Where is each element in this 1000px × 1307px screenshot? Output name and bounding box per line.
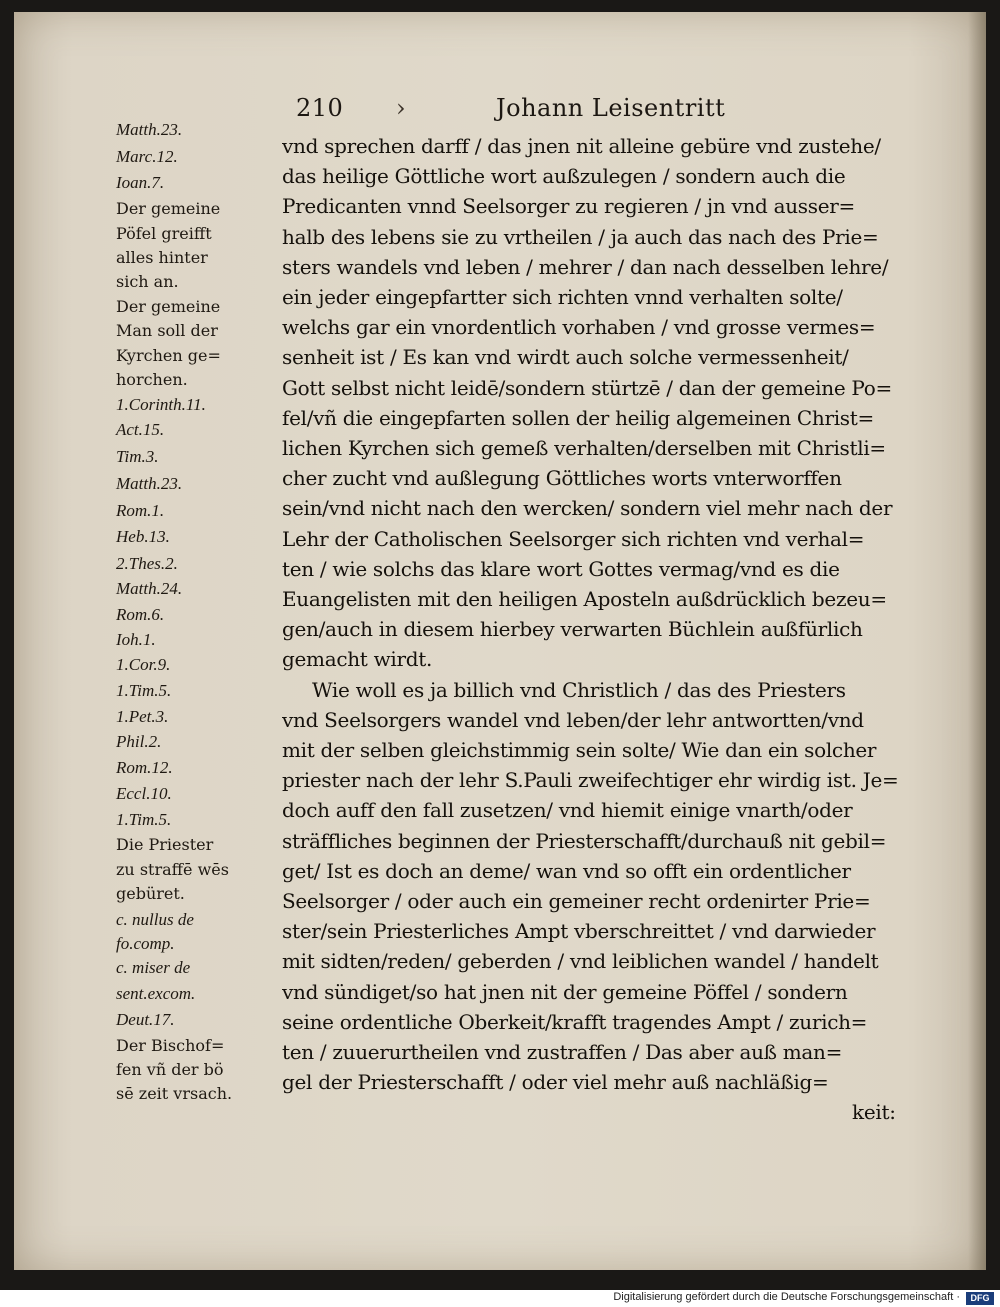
funding-notice: Digitalisierung gefördert durch die Deutsche Forschungsgemeinschaft · (613, 1291, 960, 1303)
text-line: ten / zuuerurtheilen vnd zustraffen / Das aber auß man= (282, 1040, 843, 1064)
margin-note: Eccl.10. (116, 784, 172, 803)
text-line: gemacht wirdt. (282, 647, 433, 672)
margin-note: Ioh.1. (116, 630, 156, 649)
margin-note: 1.Pet.3. (116, 707, 169, 726)
margin-note: 1.Tim.5. (116, 681, 172, 700)
text-line: fel/vñ die eingepfarten sollen der heilig algemeinen Christ= (282, 405, 874, 430)
text-line: senheit ist / Es kan vnd wirdt auch solche vermessenheit/ (282, 345, 849, 370)
margin-note: Der gemeine (116, 199, 221, 218)
margin-note: alles hinter (116, 248, 208, 267)
text-line: priester nach der lehr S.Pauli zweifechtiger ehr wirdig ist. Je= (282, 768, 899, 793)
text-line: Lehr der Catholischen Seelsorger sich richten vnd verhal= (282, 526, 865, 551)
margin-note: Matth.23. (116, 474, 183, 493)
text-line: Predicanten vnnd Seelsorger zu regieren / jn vnd ausser= (282, 194, 855, 219)
text-line: Seelsorger / oder auch ein gemeiner recht ordenirter Prie= (282, 889, 871, 913)
text-line: vnd Seelsorgers wandel vnd leben/der lehr antwortten/vnd (282, 707, 864, 732)
margin-note: Deut.17. (116, 1010, 175, 1029)
text-line: ster/sein Priesterliches Ampt vberschreittet / vnd darwieder (282, 919, 876, 944)
margin-note: Marc.12. (116, 147, 178, 166)
text-line: Euangelisten mit den heiligen Aposteln außdrücklich bezeu= (282, 587, 887, 611)
text-line: vnd sündiget/so hat jnen nit der gemeine Pöffel / sondern (282, 979, 848, 1004)
margin-note: Der Bischof= (116, 1036, 225, 1055)
running-header (296, 94, 725, 122)
margin-note: Tim.3. (116, 447, 159, 466)
margin-note: Die Priester (116, 835, 214, 854)
margin-note: fen vñ der bö (116, 1060, 224, 1079)
margin-note: sich an. (116, 272, 179, 291)
margin-note: Heb.13. (116, 527, 170, 546)
margin-note: Man soll der (116, 321, 218, 340)
dfg-logo: DFG (966, 1292, 994, 1305)
catchword: keit: (852, 1100, 896, 1125)
margin-note: Phil.2. (116, 732, 162, 751)
text-line: Gott selbst nicht leidē/sondern stürtzē / dan der gemeine Po= (282, 375, 892, 400)
header-ornament: › (396, 94, 407, 122)
margin-note: gebüret. (116, 884, 185, 903)
margin-note: Matth.24. (116, 579, 183, 598)
margin-note: Der gemeine (116, 297, 221, 316)
text-line: ten / wie solchs das klare wort Gottes vermag/vnd es die (282, 556, 840, 581)
margin-note: sent.excom. (116, 984, 196, 1003)
text-line: sein/vnd nicht nach den wercken/ sondern viel mehr nach der (282, 496, 893, 521)
margin-note: Pöfel greifft (116, 224, 212, 243)
footer-bar (0, 1290, 1000, 1307)
margin-note: zu straffē wēs (116, 860, 229, 879)
text-line: sters wandels vnd leben / mehrer / dan nach desselben lehre/ (282, 254, 889, 279)
margin-note: Rom.1. (116, 501, 165, 520)
paragraph-start-line: Wie woll es ja billich vnd Christlich / das des Priesters (312, 677, 846, 702)
margin-note: c. miser de (116, 958, 191, 977)
margin-note: Act.15. (116, 420, 165, 439)
margin-note: Kyrchen ge= (116, 346, 221, 365)
margin-note: 2.Thes.2. (116, 554, 178, 573)
page-edge-shadow (968, 12, 986, 1270)
text-line: mit der selben gleichstimmig sein solte/ Wie dan ein solcher (282, 738, 877, 762)
text-line: ein jeder eingepfartter sich richten vnnd verhalten solte/ (282, 285, 843, 309)
text-line: das heilige Göttliche wort außzulegen / sondern auch die (282, 164, 846, 189)
text-line: get/ Ist es doch an deme/ wan vnd so offt ein ordentlicher (282, 858, 851, 883)
margin-note: Matth.23. (116, 120, 183, 139)
margin-note: Rom.12. (116, 758, 173, 777)
running-title: Johann Leisentritt (496, 94, 726, 122)
margin-note: Rom.6. (116, 605, 165, 624)
margin-note: 1.Tim.5. (116, 810, 172, 829)
text-line: welchs gar ein vnordentlich vorhaben / vnd grosse vermes= (282, 315, 876, 340)
text-line: seine ordentliche Oberkeit/krafft tragendes Ampt / zurich= (282, 1009, 868, 1034)
margin-note: fo.comp. (116, 934, 175, 953)
margin-note: Ioan.7. (116, 173, 165, 192)
margin-note: horchen. (116, 370, 188, 389)
text-line: cher zucht vnd außlegung Göttliches worts vnterworffen (282, 466, 842, 491)
text-line: halb des lebens sie zu vrtheilen / ja auch das nach des Prie= (282, 224, 879, 249)
margin-note: 1.Cor.9. (116, 655, 171, 674)
margin-note: sē zeit vrsach. (116, 1084, 233, 1103)
text-line: doch auff den fall zusetzen/ vnd hiemit einige vnarth/oder (282, 798, 853, 823)
margin-note: c. nullus de (116, 910, 194, 929)
text-line: mit sidten/reden/ geberden / vnd leiblichen wandel / handelt (282, 949, 879, 974)
margin-note: 1.Corinth.11. (116, 395, 206, 414)
text-line: gel der Priesterschafft / oder viel mehr auß nachläßig= (282, 1070, 829, 1095)
text-line: gen/auch in diesem hierbey verwarten Büchlein außfürlich (282, 617, 863, 642)
text-line: lichen Kyrchen sich gemeß verhalten/derselben mit Christli= (282, 436, 886, 460)
text-line: sträffliches beginnen der Priesterschafft/durchauß nit gebil= (282, 828, 887, 853)
text-line: vnd sprechen darff / das jnen nit alleine gebüre vnd zustehe/ (282, 134, 881, 158)
page-number: 210 (296, 94, 344, 122)
